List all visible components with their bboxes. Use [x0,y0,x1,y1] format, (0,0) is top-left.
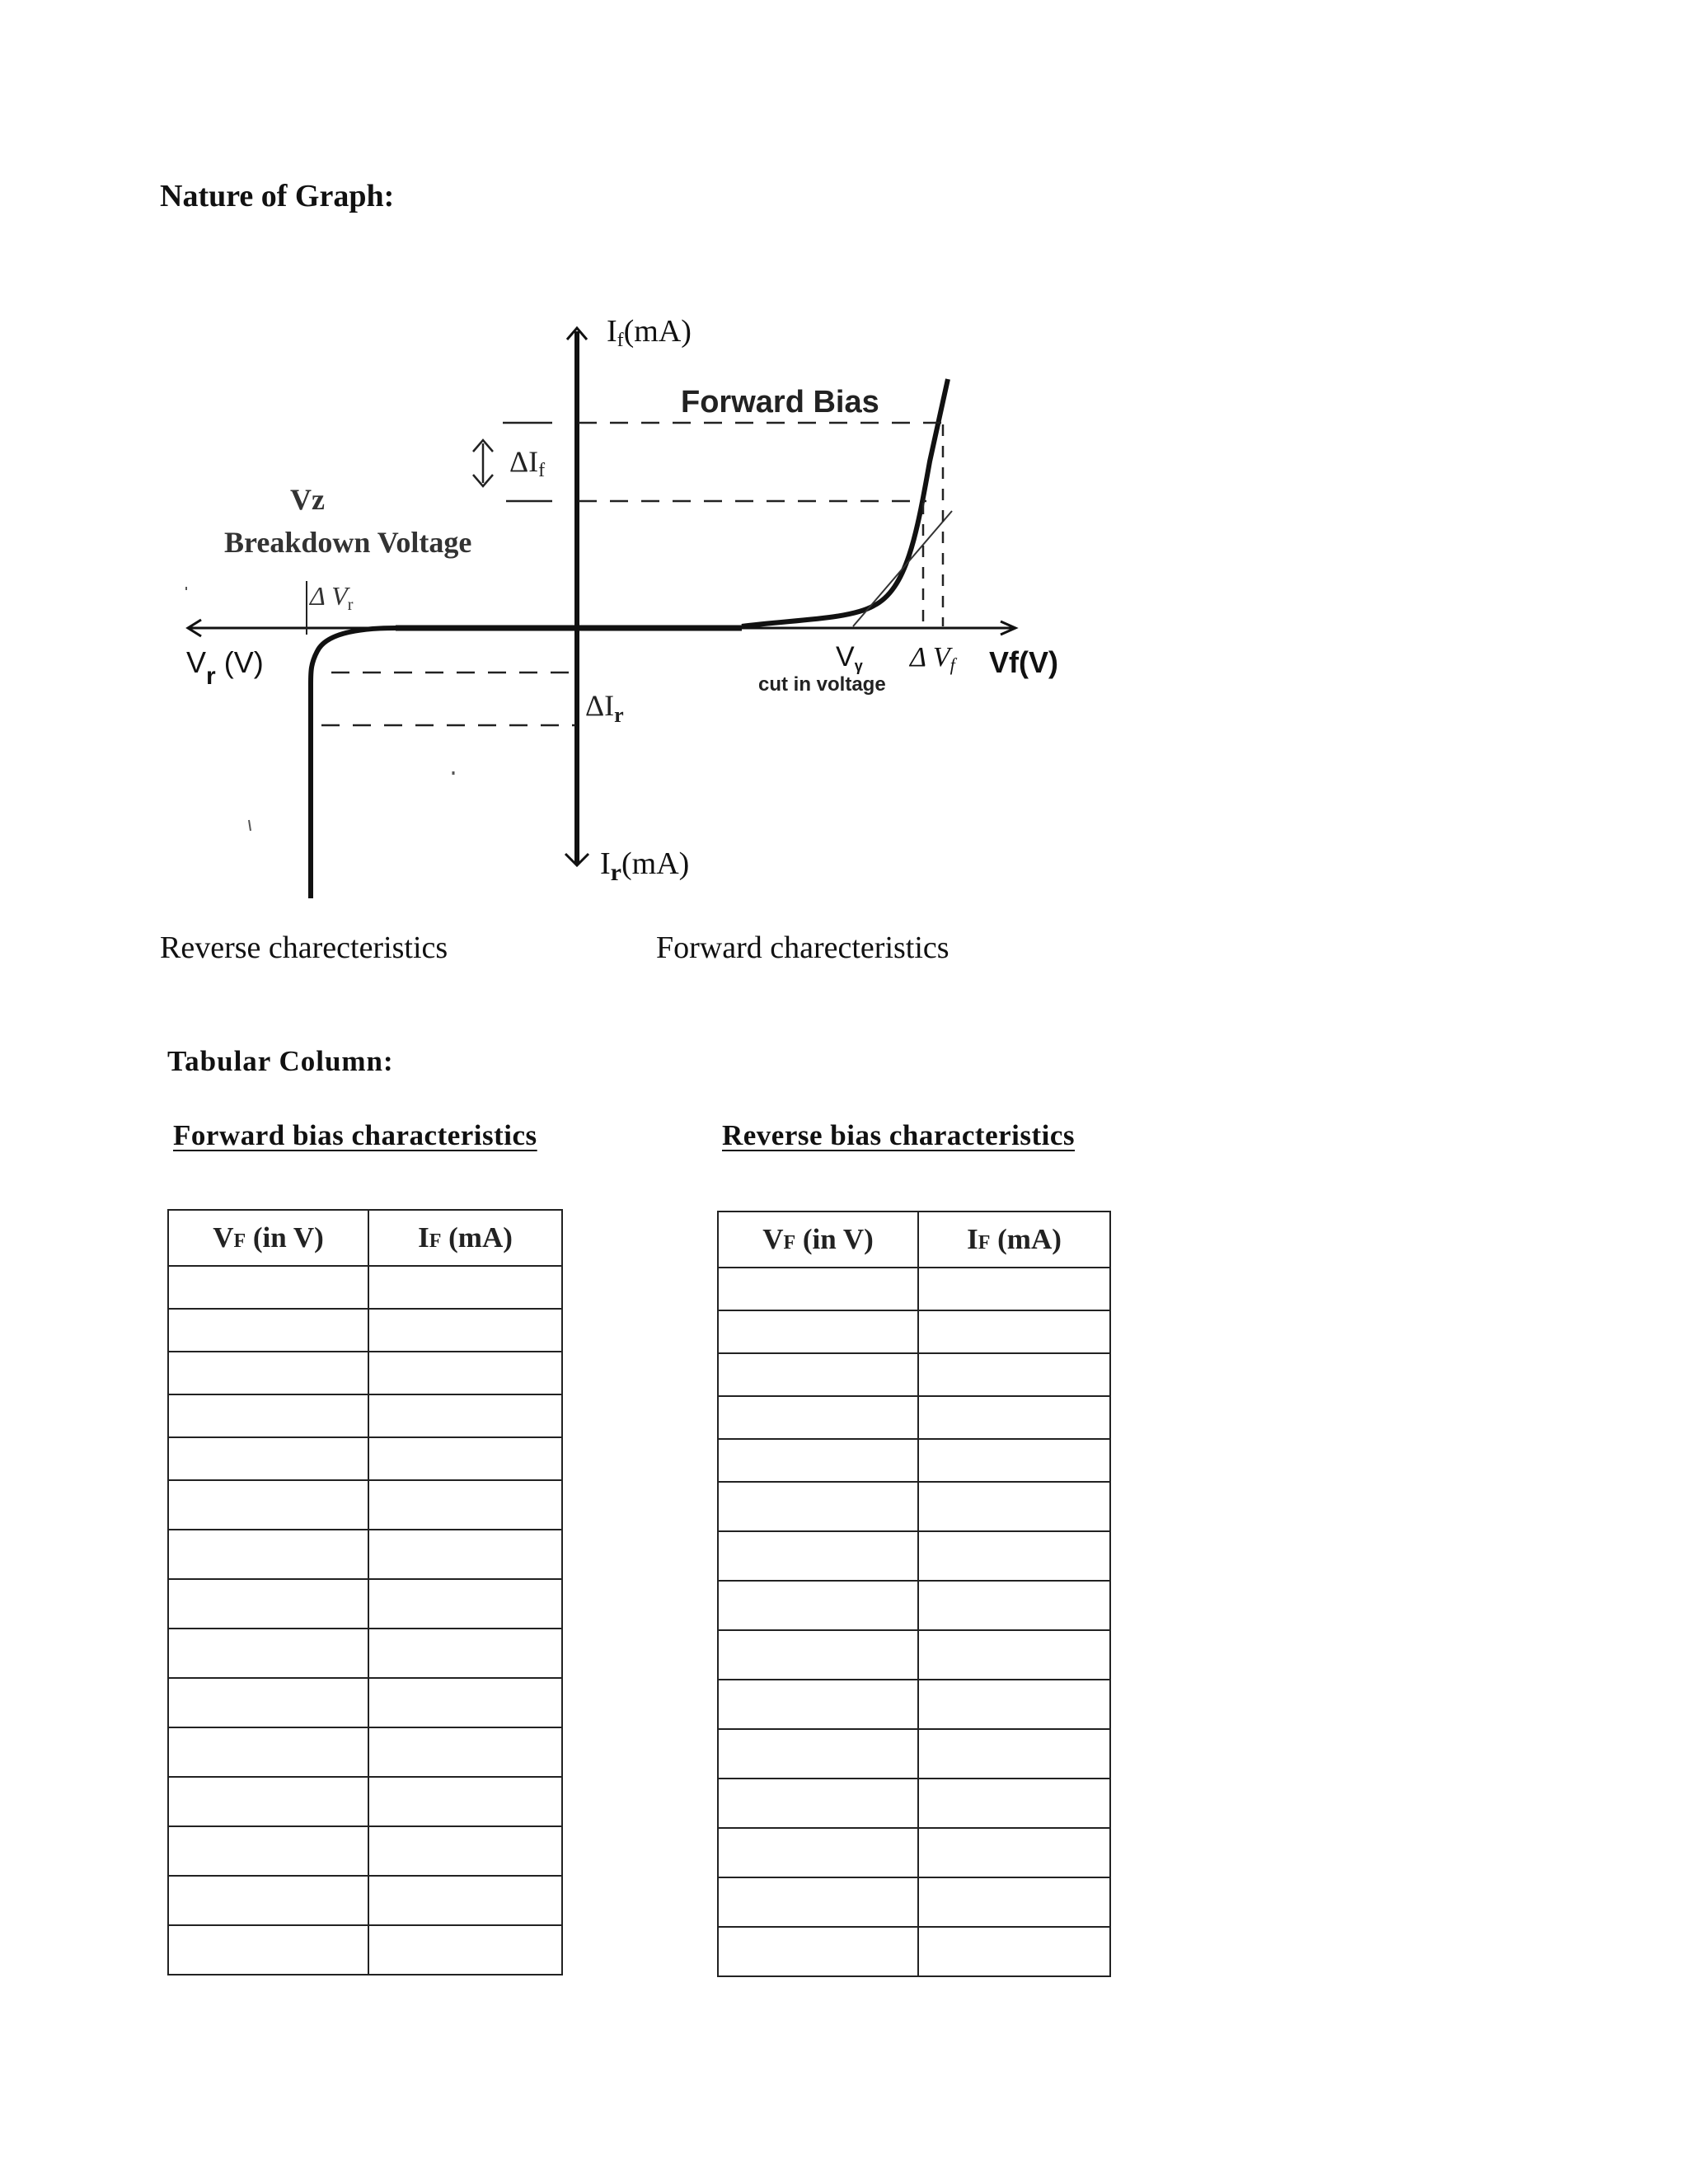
x-axis-right-label: Vf(V) [989,645,1058,679]
table-row [718,1353,1110,1396]
delta-vf-label: Δ Vf [910,642,955,675]
stray-mark-2 [249,820,251,831]
table-row [718,1581,1110,1630]
delta-if-double-arrow [473,440,493,486]
table-cell[interactable] [368,1530,562,1579]
table-cell[interactable] [368,1629,562,1678]
reverse-col-if-header: IF (mA) [918,1212,1110,1268]
table-cell[interactable] [718,1828,918,1877]
table-header-row [718,1212,1110,1268]
table-cell[interactable] [168,1437,368,1480]
table-cell[interactable] [168,1352,368,1394]
forward-col-if-header: IF (mA) [368,1210,562,1266]
table-cell[interactable] [918,1630,1110,1680]
table-cell[interactable] [918,1531,1110,1581]
table-cell[interactable] [918,1729,1110,1779]
table-row [168,1309,562,1352]
table-cell[interactable] [718,1877,918,1927]
table-cell[interactable] [368,1826,562,1876]
table-cell[interactable] [718,1927,918,1976]
table-cell[interactable] [918,1581,1110,1630]
table-cell[interactable] [168,1925,368,1975]
table-row [718,1396,1110,1439]
table-cell[interactable] [168,1309,368,1352]
table-row [718,1680,1110,1729]
table-cell[interactable] [718,1310,918,1353]
table-header-row [168,1210,562,1266]
table-cell[interactable] [918,1779,1110,1828]
table-cell[interactable] [168,1727,368,1777]
table-row [718,1927,1110,1976]
table-cell[interactable] [718,1581,918,1630]
table-cell[interactable] [718,1439,918,1482]
table-cell[interactable] [168,1266,368,1309]
table-row [168,1777,562,1826]
table-cell[interactable] [168,1394,368,1437]
table-cell[interactable] [918,1268,1110,1310]
table-row [718,1531,1110,1581]
table-cell[interactable] [168,1777,368,1826]
table-row [168,1266,562,1309]
table-row [718,1268,1110,1310]
table-cell[interactable] [368,1925,562,1975]
table-cell[interactable] [368,1727,562,1777]
table-cell[interactable] [168,1876,368,1925]
table-cell[interactable] [168,1530,368,1579]
table-cell[interactable] [918,1927,1110,1976]
table-cell[interactable] [368,1266,562,1309]
table-row [718,1630,1110,1680]
table-cell[interactable] [368,1876,562,1925]
table-row [168,1579,562,1629]
vz-label: Vz [290,483,325,516]
table-row [168,1394,562,1437]
table-row [718,1729,1110,1779]
table-row [168,1876,562,1925]
table-cell[interactable] [918,1877,1110,1927]
table-row [718,1310,1110,1353]
table-row [718,1779,1110,1828]
table-cell[interactable] [168,1678,368,1727]
table-cell[interactable] [718,1268,918,1310]
reverse-curve [311,628,396,898]
table-row [168,1629,562,1678]
table-cell[interactable] [718,1482,918,1531]
table-cell[interactable] [368,1394,562,1437]
table-row [718,1828,1110,1877]
table-row [718,1439,1110,1482]
table-cell[interactable] [718,1729,918,1779]
y-axis-bottom-label: $I_r(mA)$ [600,846,690,886]
reverse-table-title: Reverse bias characteristics [722,1119,1076,1151]
table-cell[interactable] [368,1777,562,1826]
table-row [718,1877,1110,1927]
table-cell[interactable] [718,1630,918,1680]
table-cell[interactable] [918,1353,1110,1396]
table-row [168,1480,562,1530]
table-row [718,1482,1110,1531]
table-cell[interactable] [718,1396,918,1439]
table-cell[interactable] [918,1396,1110,1439]
forward-table-title: Forward bias characteristics [173,1119,537,1151]
delta-ir-label: $\Delta I_r$ [585,689,624,727]
forward-characteristics-caption: Forward charecteristics [656,930,950,965]
table-cell[interactable] [918,1439,1110,1482]
table-cell[interactable] [168,1629,368,1678]
table-cell[interactable] [918,1310,1110,1353]
table-cell[interactable] [368,1678,562,1727]
delta-vr-label: Δ Vr [310,581,354,614]
forward-bias-label: Forward Bias [681,385,879,419]
table-row [168,1437,562,1480]
table-cell[interactable] [368,1480,562,1530]
breakdown-voltage-label: Breakdown Voltage [224,526,472,559]
table-row [168,1925,562,1975]
table-cell[interactable] [368,1437,562,1480]
table-cell[interactable] [168,1480,368,1530]
x-axis-left-label: $V_r$ (V) [186,645,264,690]
table-row [168,1352,562,1394]
table-row [168,1530,562,1579]
y-axis-top-label: If(mA) [607,314,692,351]
delta-if-label: ΔIf [509,445,546,481]
v-gamma-label: Vγ [836,641,863,674]
table-cell[interactable] [368,1309,562,1352]
table-cell[interactable] [918,1680,1110,1729]
table-cell[interactable] [168,1579,368,1629]
table-row [168,1727,562,1777]
reverse-characteristics-caption: Reverse charecteristics [160,930,448,965]
table-cell[interactable] [718,1680,918,1729]
diode-characteristics-graph [0,0,1688,923]
reverse-col-vf-header: VF (in V) [718,1212,918,1268]
table-cell[interactable] [718,1531,918,1581]
table-cell[interactable] [368,1352,562,1394]
forward-col-vf-header: VF (in V) [168,1210,368,1266]
table-cell[interactable] [718,1779,918,1828]
page-heading: Nature of Graph: [160,179,395,213]
table-cell[interactable] [718,1353,918,1396]
cut-in-voltage-label: cut in voltage [758,673,886,696]
forward-bias-table [167,1209,563,1975]
table-cell[interactable] [368,1579,562,1629]
reverse-bias-table [717,1211,1111,1977]
table-row [168,1678,562,1727]
table-row [168,1826,562,1876]
table-cell[interactable] [918,1828,1110,1877]
tangent-line [853,511,952,626]
tabular-column-heading: Tabular Column: [167,1045,394,1077]
table-cell[interactable] [918,1482,1110,1531]
table-cell[interactable] [168,1826,368,1876]
